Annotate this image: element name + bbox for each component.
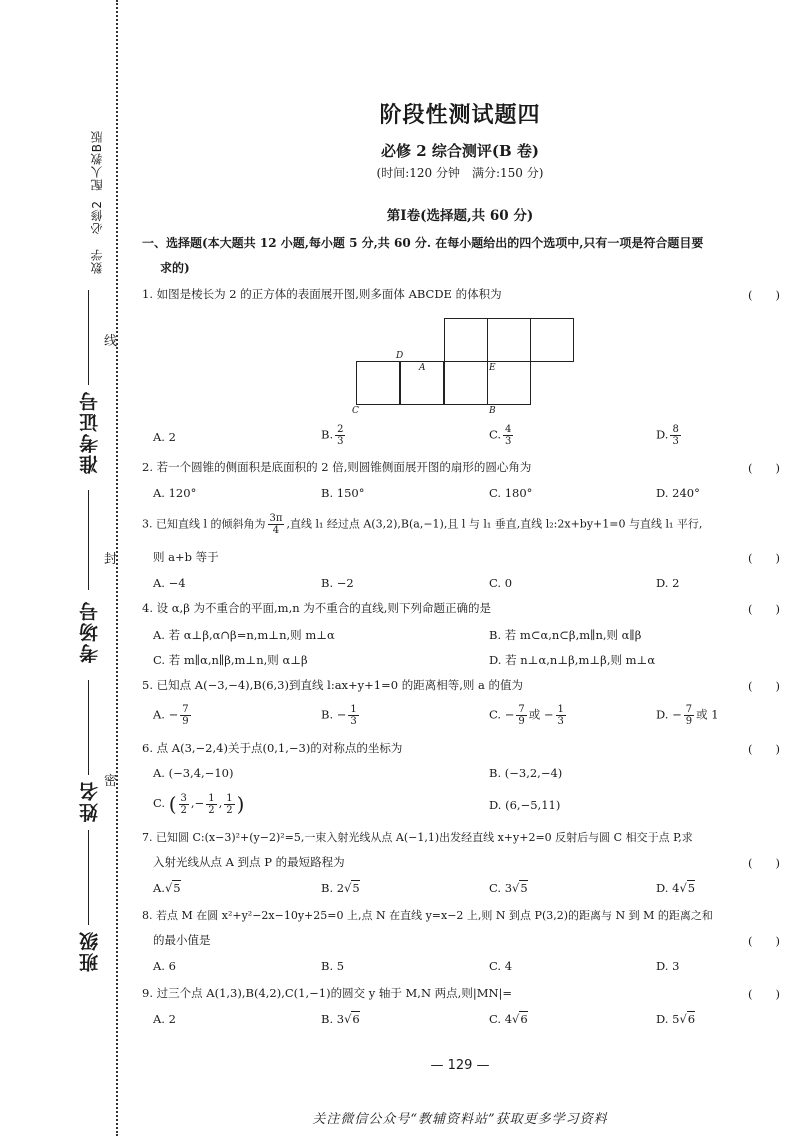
binding-subject: 数学 — [90, 248, 104, 274]
q1-option-c[interactable]: C. $\frac{4}{3}$ — [489, 424, 512, 447]
label-a: A — [419, 363, 426, 373]
q3-option-d[interactable]: D. 2 — [656, 576, 680, 590]
seal-xian: 线 — [104, 330, 117, 349]
q6-option-d[interactable]: D. (6,−5,11) — [489, 798, 561, 812]
q5-option-b[interactable]: B. − $\frac{1}{3}$ — [321, 704, 357, 727]
label-e: E — [489, 363, 496, 373]
question-2-stem: 2. 若一个圆锥的侧面积是底面积的 2 倍,则圆锥侧面展开图的扇形的圆心角为 — [142, 460, 532, 474]
field-id-line — [88, 290, 89, 385]
q7-option-b[interactable]: B. 2√5 — [321, 881, 360, 895]
q9-option-d[interactable]: D. 5√6 — [656, 1012, 696, 1026]
q5-option-a[interactable]: A. − $\frac{7}{9}$ — [153, 704, 189, 727]
q1-option-b[interactable]: B. $\frac{2}{3}$ — [321, 424, 344, 447]
field-name-label: 姓名 — [79, 780, 101, 822]
exam-meta: (时间:120 分钟 满分:150 分) — [376, 166, 544, 180]
answer-blank-9[interactable]: ( ) — [748, 987, 780, 1001]
page-number: — 129 — — [430, 1058, 490, 1073]
seal-feng: 封 — [104, 548, 117, 567]
question-7-stem-cont: 入射光线从点 A 到点 P 的最短路程为 — [153, 855, 345, 869]
question-6-stem: 6. 点 A(3,−2,4)关于点(0,1,−3)的对称点的坐标为 — [142, 741, 403, 755]
field-name-line — [88, 680, 89, 775]
section-heading-cont: 求的) — [160, 261, 190, 275]
q7-option-c[interactable]: C. 3√5 — [489, 881, 528, 895]
binding-dotted-line — [116, 0, 118, 1136]
answer-blank-8[interactable]: ( ) — [748, 934, 780, 948]
q7-option-a[interactable]: A.√5 — [153, 881, 181, 895]
volume-heading: 第Ⅰ卷(选择题,共 60 分) — [386, 208, 534, 224]
question-5-stem: 5. 已知点 A(−3,−4),B(6,3)到直线 l:ax+y+1=0 的距离相等,则 a 的值为 — [142, 678, 524, 692]
field-room-label: 考场号 — [79, 600, 101, 663]
q2-option-b[interactable]: B. 150° — [321, 486, 365, 500]
field-room-line — [88, 490, 89, 590]
answer-blank-6[interactable]: ( ) — [748, 742, 780, 756]
q4-option-a[interactable]: A. 若 α⊥β,α∩β=n,m⊥n,则 m⊥α — [153, 628, 335, 642]
q8-option-c[interactable]: C. 4 — [489, 959, 513, 973]
q4-option-b[interactable]: B. 若 m⊂α,n⊂β,m∥n,则 α∥β — [489, 628, 642, 642]
cube-net-figure — [352, 318, 578, 418]
q3-option-c[interactable]: C. 0 — [489, 576, 513, 590]
answer-blank-2[interactable]: ( ) — [748, 461, 780, 475]
label-c: C — [352, 406, 359, 416]
question-7-stem: 7. 已知圆 C:(x−3)²+(y−2)²=5,一束入射光线从点 A(−1,1)出发经直线 x+y+2=0 反射后与圆 C 相交于点 P,求 — [142, 831, 693, 844]
q9-option-a[interactable]: A. 2 — [153, 1012, 176, 1026]
label-b: B — [489, 406, 496, 416]
question-3-stem: 3. 已知直线 l 的倾斜角为 $\frac{3\pi}{4}$ ,直线 l₁ 经过点 A(3,2),B(a,−1),且 l 与 l₁ 垂直,直线 l₂:2x+by+1=0 与直线 l₁ 平行, — [142, 513, 703, 536]
label-d: D — [396, 351, 404, 361]
question-8-stem-cont: 的最小值是 — [153, 933, 211, 947]
question-8-stem: 8. 若点 M 在圆 x²+y²−2x−10y+25=0 上,点 N 在直线 y=x−2 上,则 N 到点 P(3,2)的距离与 N 到 M 的距离之和 — [142, 909, 713, 922]
q4-option-d[interactable]: D. 若 n⊥α,n⊥β,m⊥β,则 m⊥α — [489, 653, 656, 667]
q1-option-a[interactable]: A. 2 — [153, 430, 176, 444]
q8-option-a[interactable]: A. 6 — [153, 959, 176, 973]
binding-strip — [0, 0, 120, 1136]
q8-option-d[interactable]: D. 3 — [656, 959, 680, 973]
q4-option-c[interactable]: C. 若 m∥α,n∥β,m⊥n,则 α⊥β — [153, 653, 308, 667]
q6-option-a[interactable]: A. (−3,4,−10) — [153, 766, 234, 780]
q6-option-c[interactable]: C. ( $\frac{3}{2}$ ,− $\frac{1}{2}$ , $\frac{1}{2}$ ) — [153, 792, 245, 816]
answer-blank-5[interactable]: ( ) — [748, 679, 780, 693]
q1-option-d[interactable]: D. $\frac{8}{3}$ — [656, 424, 679, 447]
q8-option-b[interactable]: B. 5 — [321, 959, 345, 973]
q5-option-d[interactable]: D. − $\frac{7}{9}$ 或 1 — [656, 704, 719, 727]
question-4-stem: 4. 设 α,β 为不重合的平面,m,n 为不重合的直线,则下列命题正确的是 — [142, 601, 491, 615]
q3-option-a[interactable]: A. −4 — [153, 576, 186, 590]
q2-option-d[interactable]: D. 240° — [656, 486, 700, 500]
q3-option-b[interactable]: B. −2 — [321, 576, 354, 590]
q5-option-c[interactable]: C. − $\frac{7}{9}$ 或 − $\frac{1}{3}$ — [489, 704, 564, 727]
q2-option-c[interactable]: C. 180° — [489, 486, 533, 500]
answer-blank-1[interactable]: ( ) — [748, 288, 780, 302]
q2-option-a[interactable]: A. 120° — [153, 486, 197, 500]
question-9-stem: 9. 过三个点 A(1,3),B(4,2),C(1,−1)的圆交 y 轴于 M,N 两点,则|MN|= — [142, 986, 513, 1000]
q9-option-c[interactable]: C. 4√6 — [489, 1012, 528, 1026]
section-heading: 一、选择题(本大题共 12 小题,每小题 5 分,共 60 分. 在每小题给出的四个选项中,只有一项是符合题目要 — [142, 236, 704, 250]
binding-edition: 配人教B版 — [90, 130, 104, 192]
field-class-label: 班级 — [79, 930, 101, 972]
page-subtitle: 必修 2 综合测评(B 卷) — [381, 142, 539, 160]
question-3-stem-cont: 则 a+b 等于 — [153, 550, 219, 564]
field-id-label: 准考证号 — [79, 390, 101, 474]
seal-mi: 密 — [104, 770, 117, 789]
footer-note: 关注微信公众号“教辅资料站”获取更多学习资料 — [312, 1112, 608, 1127]
answer-blank-3[interactable]: ( ) — [748, 551, 780, 565]
q6-option-b[interactable]: B. (−3,2,−4) — [489, 766, 563, 780]
q7-option-d[interactable]: D. 4√5 — [656, 881, 696, 895]
field-class-line — [88, 830, 89, 925]
binding-book: 必修2 — [90, 200, 104, 235]
page-title: 阶段性测试题四 — [379, 102, 541, 128]
q9-option-b[interactable]: B. 3√6 — [321, 1012, 360, 1026]
answer-blank-4[interactable]: ( ) — [748, 602, 780, 616]
answer-blank-7[interactable]: ( ) — [748, 856, 780, 870]
question-1-stem: 1. 如图是棱长为 2 的正方体的表面展开图,则多面体 ABCDE 的体积为 — [142, 287, 502, 301]
